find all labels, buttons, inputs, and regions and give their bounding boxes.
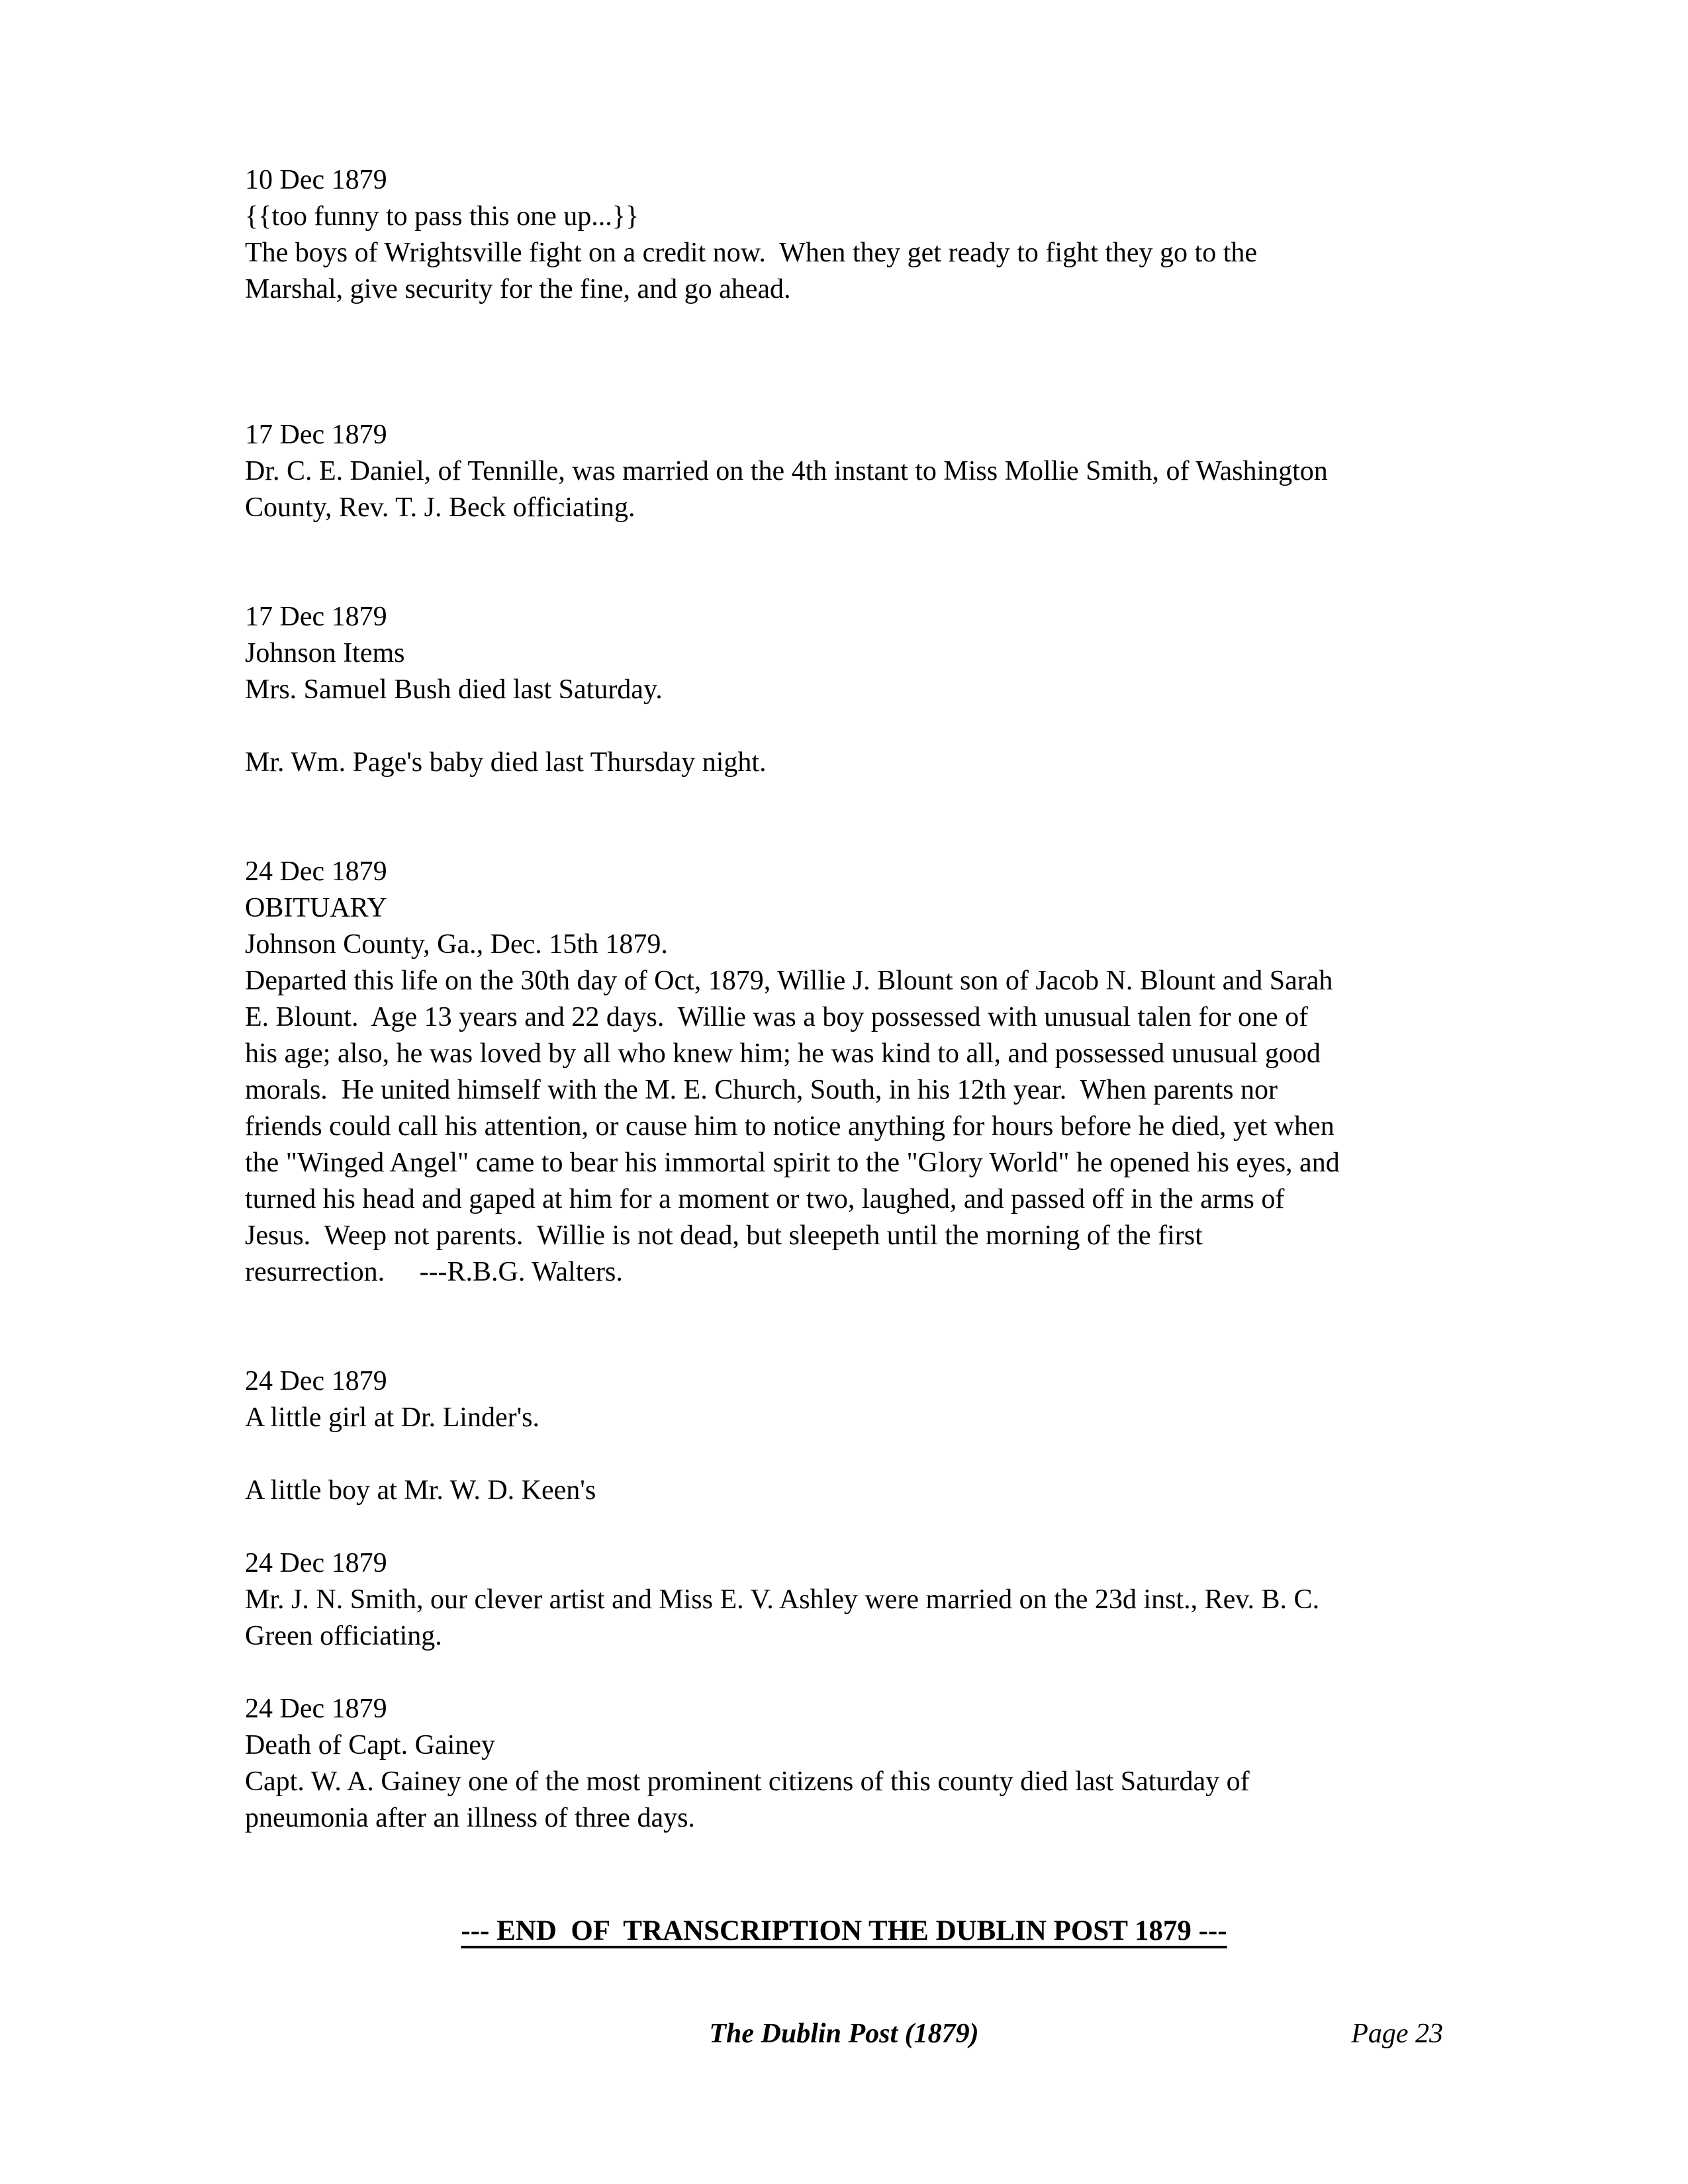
text-line: Green officiating. [245,1621,442,1651]
text-line [245,817,1443,854]
text-line: E. Blount. Age 13 years and 22 days. Willie was a boy possessed with unusual talen for one of [245,1002,1309,1032]
text-line: 17 Dec 1879 [245,602,387,632]
text-line: The boys of Wrightsville fight on a credit now. When they get ready to fight they go to the [245,238,1258,268]
text-line: 24 Dec 1879 [245,1366,387,1396]
text-line: Johnson Items [245,638,405,668]
text-line: resurrection. ---R.B.G. Walters. [245,1257,623,1287]
text-line [245,344,1443,381]
text-line: A little girl at Dr. Linder's. [245,1402,539,1433]
text-line: Dr. C. E. Daniel, of Tennille, was married on the 4th instant to Miss Mollie Smith, of Washington [245,456,1328,486]
text-line: Departed this life on the 30th day of Oct, 1879, Willie J. Blount son of Jacob N. Blount and Sarah [245,966,1333,996]
text-line [245,1655,1443,1691]
text-line: Mr. J. N. Smith, our clever artist and Miss E. V. Ashley were married on the 23d inst., Rev. B. C. [245,1584,1320,1615]
transcription-lines [245,162,1443,1837]
text-line: 24 Dec 1879 [245,1694,387,1724]
text-line: Mr. Wm. Page's baby died last Thursday night. [245,747,767,778]
text-line: OBITUARY [245,893,387,923]
text-line: Death of Capt. Gainey [245,1730,495,1760]
text-line: County, Rev. T. J. Beck officiating. [245,492,635,523]
text-line [245,708,1443,745]
text-line: {{too funny to pass this one up...}} [245,201,639,232]
text-line: Jesus. Weep not parents. Willie is not dead, but sleepeth until the morning of the first [245,1220,1203,1251]
text-line: turned his head and gaped at him for a moment or two, laughed, and passed off in the arms of [245,1184,1285,1214]
text-line: friends could call his attention, or cause him to notice anything for hours before he died, yet when [245,1111,1335,1142]
text-line [245,1291,1443,1327]
text-line [245,1436,1443,1473]
text-line: 17 Dec 1879 [245,420,387,450]
text-line: pneumonia after an illness of three days. [245,1803,695,1833]
text-line: A little boy at Mr. W. D. Keen's [245,1475,596,1506]
text-line [245,308,1443,344]
text-line: morals. He united himself with the M. E. Church, South, in his 12th year. When parents nor [245,1075,1278,1105]
footer-page-number: Page 23 [1351,2019,1443,2049]
text-line: Johnson County, Ga., Dec. 15th 1879. [245,929,668,960]
text-line: Marshal, give security for the fine, and go ahead. [245,274,791,304]
text-line: the "Winged Angel" came to bear his immortal spirit to the "Glory World" he opened his eyes, and [245,1148,1340,1178]
page-footer [245,2016,1443,2052]
text-line: 10 Dec 1879 [245,165,387,195]
text-line [245,1327,1443,1363]
text-line: his age; also, he was loved by all who knew him; he was kind to all, and possessed unusual good [245,1038,1321,1069]
text-line [245,1509,1443,1545]
footer-title: The Dublin Post (1879) [709,2019,979,2049]
text-line: 24 Dec 1879 [245,1548,387,1578]
text-line: Capt. W. A. Gainey one of the most prominent citizens of this county died last Saturday of [245,1766,1250,1797]
text-line: 24 Dec 1879 [245,856,387,887]
text-line [245,526,1443,563]
text-line [245,563,1443,599]
text-line [245,781,1443,817]
text-line: Mrs. Samuel Bush died last Saturday. [245,674,663,705]
end-of-transcription-line: --- END OF TRANSCRIPTION THE DUBLIN POST 1879 --- [461,1915,1227,1946]
text-line [245,381,1443,417]
